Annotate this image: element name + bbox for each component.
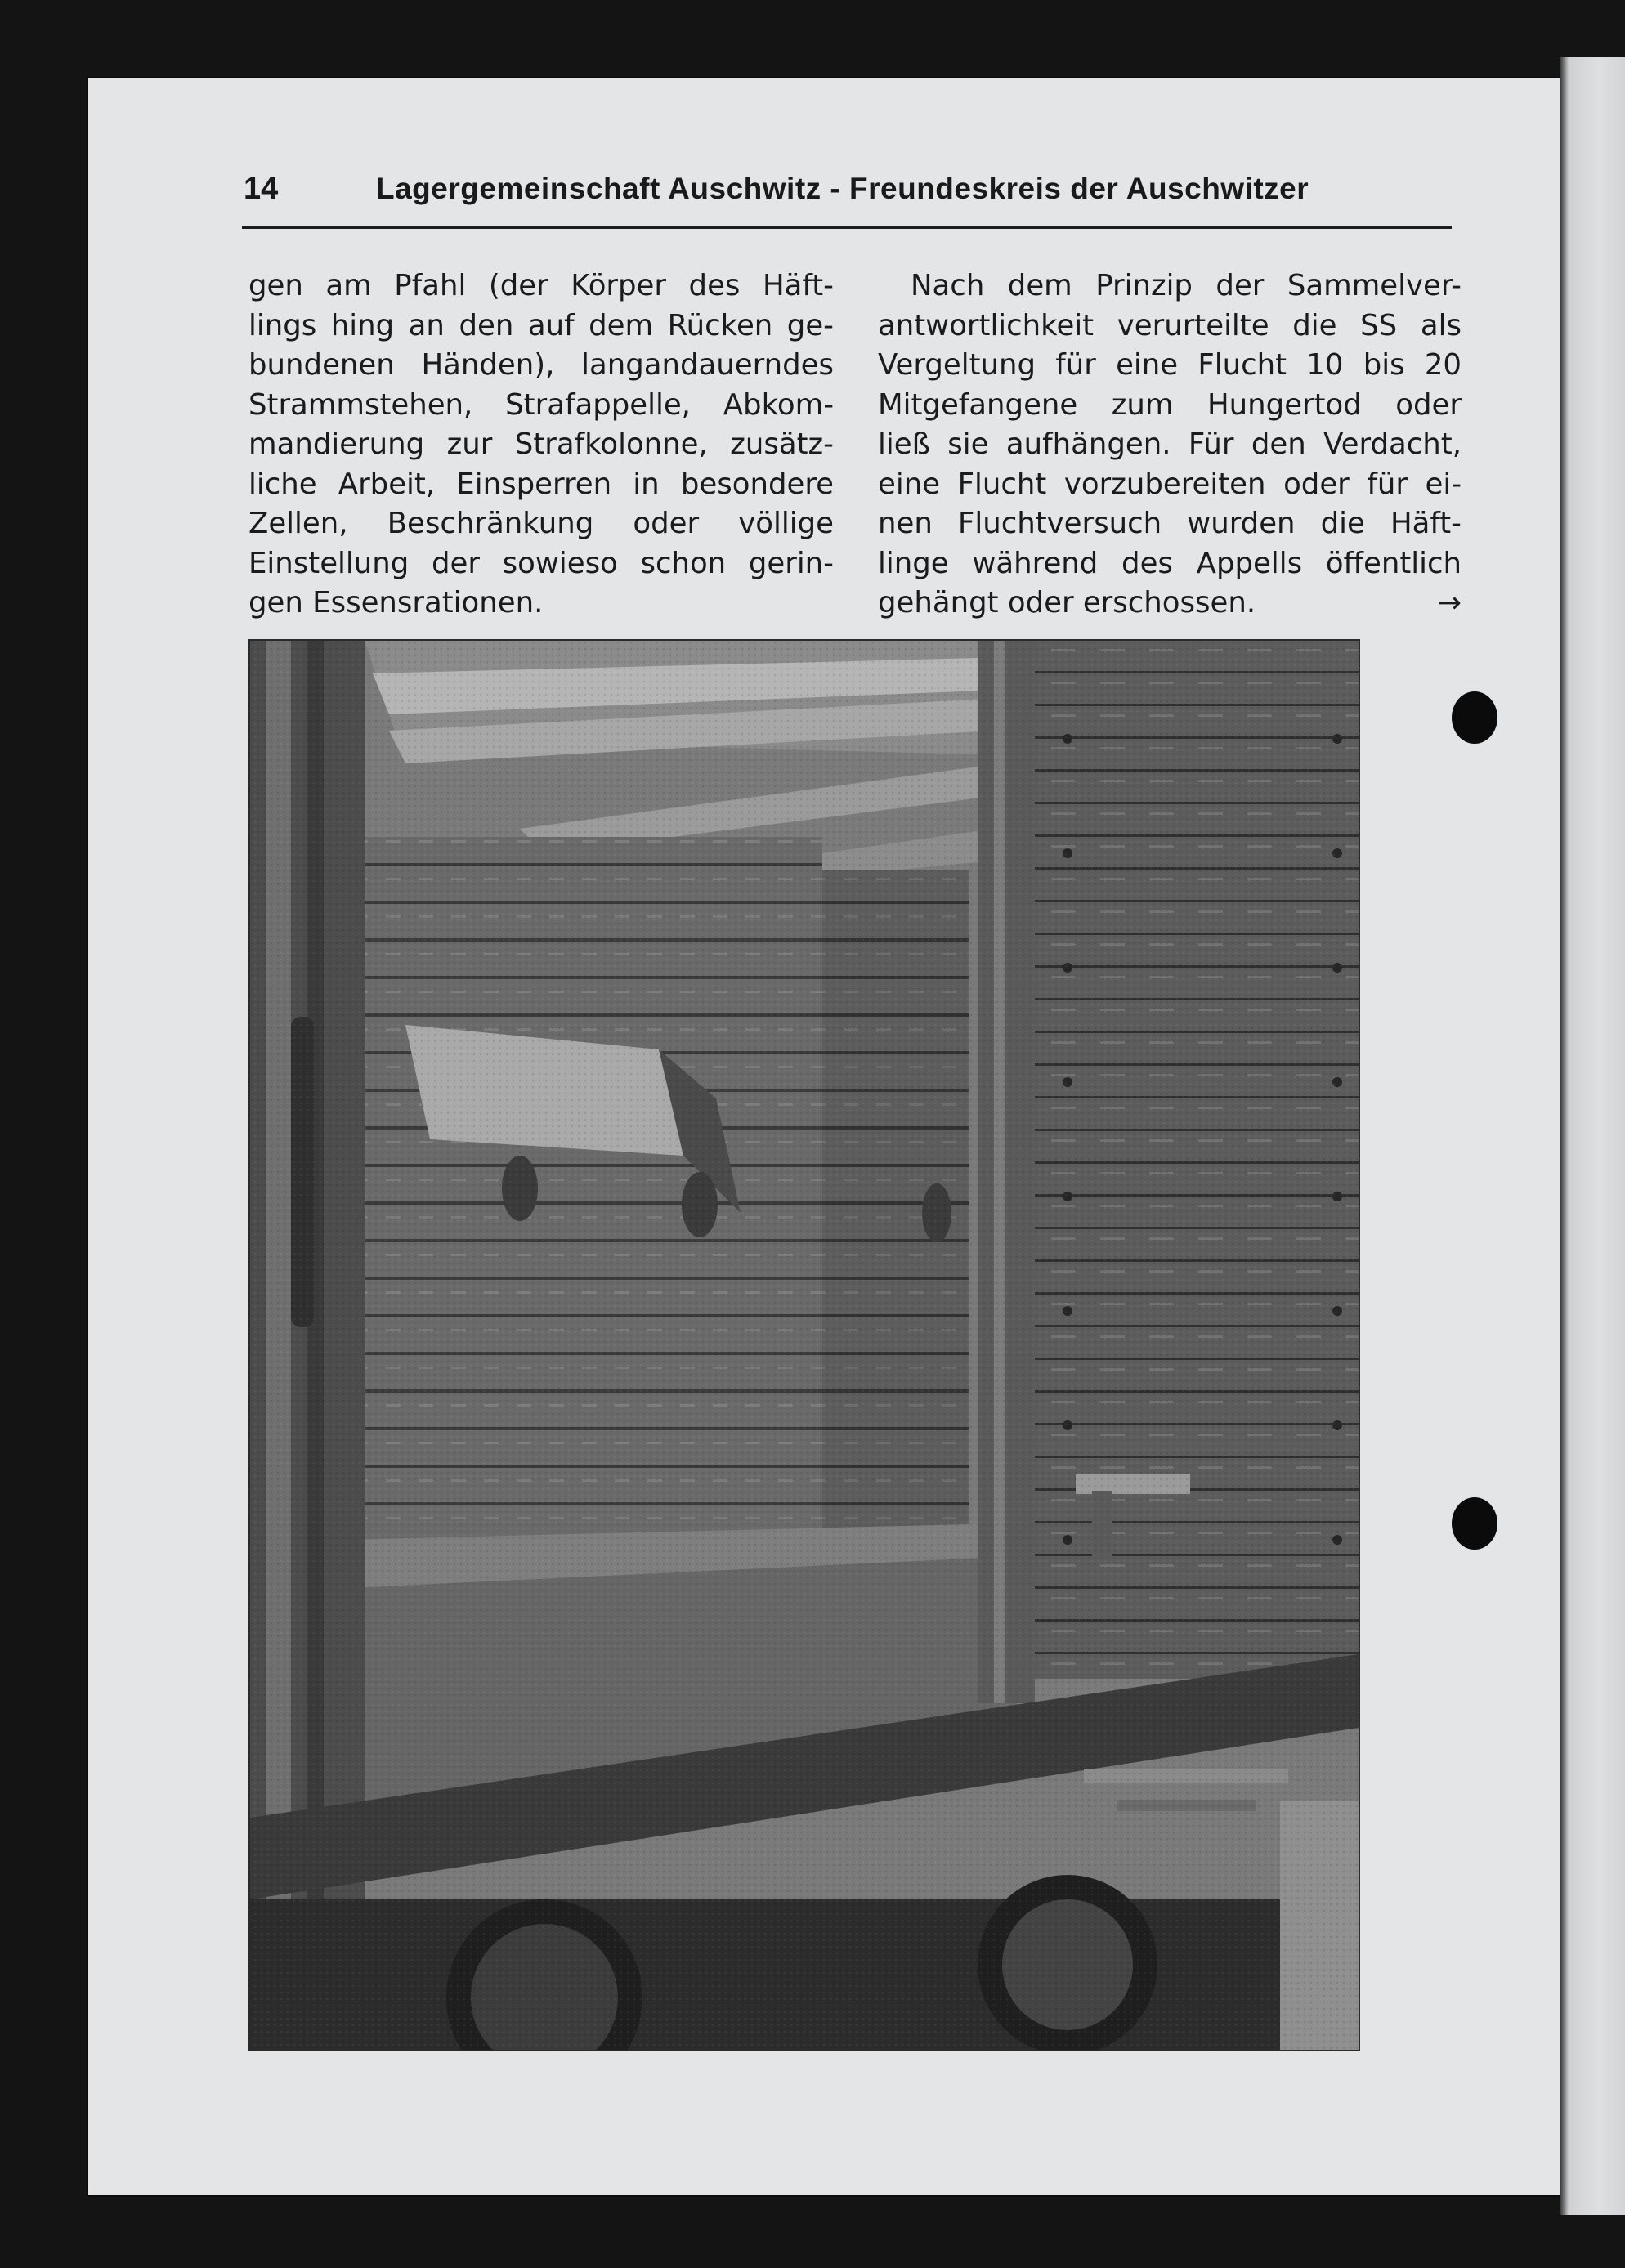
text-line: gehängt oder erschossen. bbox=[878, 586, 1256, 620]
document-page bbox=[88, 78, 1560, 2195]
text-line: mandierung zur Strafkolonne, zusätz- bbox=[248, 427, 834, 461]
text-line: antwortlichkeit verurteilte die SS als bbox=[878, 308, 1462, 342]
text-line: bundenen Händen), langandauerndes bbox=[248, 348, 834, 382]
text-line: Nach dem Prinzip der Sammelver- bbox=[911, 269, 1462, 302]
left-text-column bbox=[248, 266, 834, 624]
freight-car-photo bbox=[248, 639, 1360, 2051]
text-line: gen am Pfahl (der Körper des Häft- bbox=[248, 269, 834, 302]
text-line: linge während des Appells öffentlich bbox=[878, 546, 1462, 580]
text-line: eine Flucht vorzubereiten oder für ei- bbox=[878, 467, 1462, 501]
text-line: nen Fluchtversuch wurden die Häft- bbox=[878, 507, 1462, 540]
text-line: gen Essensrationen. bbox=[248, 586, 544, 620]
page-number: 14 bbox=[244, 172, 279, 206]
adjacent-page-edge bbox=[1560, 57, 1625, 2215]
right-text-column bbox=[878, 266, 1462, 624]
text-line: liche Arbeit, Einsperren in besondere bbox=[248, 467, 834, 501]
running-title: Lagergemeinschaft Auschwitz - Freundeskreis der Auschwitzer bbox=[376, 172, 1309, 205]
freight-car-photo-illustration bbox=[250, 641, 1359, 2050]
text-line: Zellen, Beschränkung oder völlige bbox=[248, 507, 834, 540]
text-line: Einstellung der sowieso schon gerin- bbox=[248, 546, 834, 580]
text-line: Mitgefangene zum Hungertod oder bbox=[878, 387, 1462, 422]
punch-hole bbox=[1452, 691, 1497, 744]
punch-hole bbox=[1452, 1497, 1497, 1550]
text-line: lings hing an den auf dem Rücken ge- bbox=[248, 308, 834, 342]
continue-arrow-icon: → bbox=[1437, 586, 1462, 620]
text-line: Vergeltung für eine Flucht 10 bis 20 bbox=[878, 348, 1462, 382]
text-line: ließ sie aufhängen. Für den Verdacht, bbox=[878, 427, 1462, 461]
text-line: Strammstehen, Strafappelle, Abkom- bbox=[248, 387, 834, 422]
